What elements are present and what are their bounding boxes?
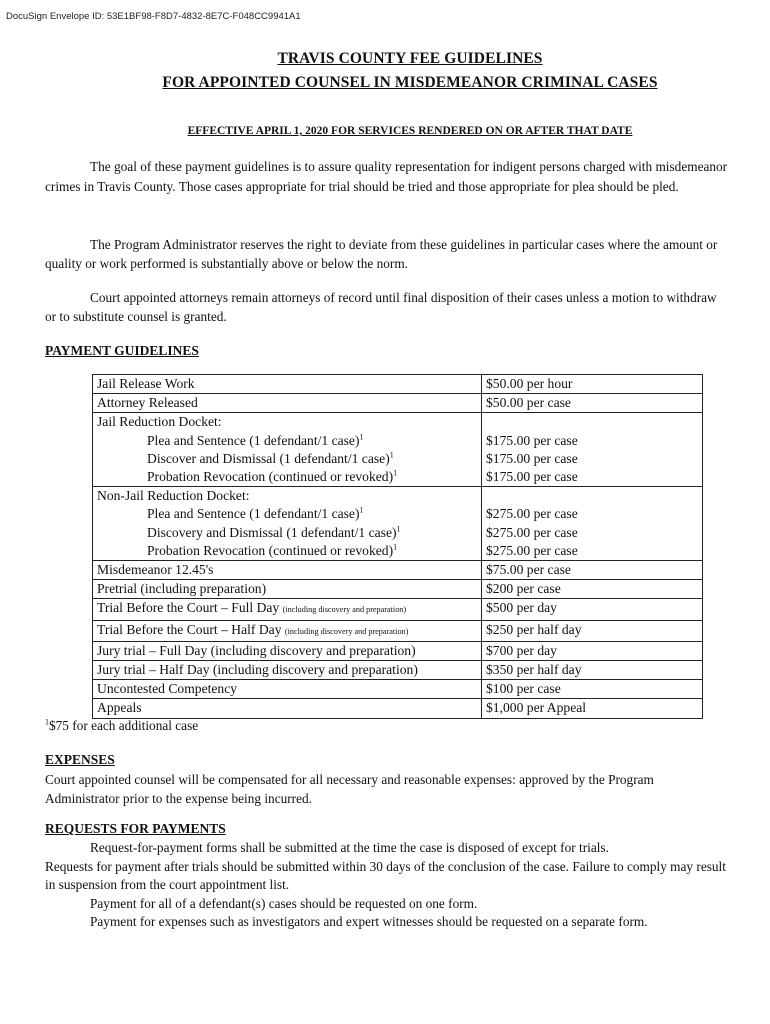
- table-row: [93, 580, 703, 599]
- docket-fees: [482, 487, 703, 561]
- fee-value: $175.00 per case: [486, 450, 578, 466]
- requests-body: [45, 839, 730, 932]
- request-line: Payment for expenses such as investigators and expert witnesses should be requested on a separate form.: [90, 914, 648, 929]
- table-row: [93, 699, 703, 718]
- table-row: [93, 661, 703, 680]
- table-row: [93, 487, 703, 561]
- docket-group: [93, 413, 482, 487]
- fee-value: $175.00 per case: [486, 469, 578, 485]
- request-line: Requests for payment after trials should be submitted within 30 days of the conclusion of the case. Failure to comply may result in suspension from the court appointment list.: [45, 858, 726, 892]
- docket-item: Discover and Dismissal (1 defendant/1 case)$^1$: [147, 450, 394, 466]
- service-label: Pretrial (including preparation): [93, 580, 482, 599]
- fee-table: [92, 374, 703, 719]
- fee-value: $50.00 per case: [482, 394, 703, 413]
- paragraph-goal: The goal of these payment guidelines is to assure quality representation for indigent persons charged with misdemeanor crimes in Travis County. Those cases appropriate for trial should be tried and those appropriate for plea should be pled.: [45, 159, 728, 194]
- service-note: (including discovery and preparation): [282, 605, 407, 615]
- paragraph-administrator: The Program Administrator reserves the right to deviate from these guidelines in particular cases where the amount or quality or work performed is substantially above or below the norm.: [45, 237, 718, 271]
- service-label: Trial Before the Court – Half Day (including discovery and preparation): [93, 620, 482, 641]
- title-line-1: TRAVIS COUNTY FEE GUIDELINES: [277, 50, 543, 67]
- title-line-2: FOR APPOINTED COUNSEL IN MISDEMEANOR CRIMINAL CASES: [162, 74, 658, 91]
- docket-item: Plea and Sentence (1 defendant/1 case)$^1$: [147, 432, 364, 448]
- request-line: Payment for all of a defendant(s) cases should be requested on one form.: [90, 895, 478, 911]
- fee-value: $275.00 per case: [486, 506, 578, 522]
- table-row: [93, 680, 703, 699]
- fee-value: $500 per day: [482, 599, 703, 620]
- expenses-text: Court appointed counsel will be compensated for all necessary and reasonable expenses: approved by the Program Administrator prior to the expense being incurred.: [45, 772, 654, 806]
- paragraph-attorneys-of-record: Court appointed attorneys remain attorneys of record until final disposition of their cases unless a motion to withdraw or to substitute counsel is granted.: [45, 290, 717, 324]
- fee-value: $1,000 per Appeal: [482, 699, 703, 718]
- requests-heading: REQUESTS FOR PAYMENTS: [45, 821, 226, 836]
- docket-label: Jail Reduction Docket:: [97, 414, 222, 430]
- service-label: Misdemeanor 12.45's: [93, 561, 482, 580]
- payment-guidelines-heading: PAYMENT GUIDELINES: [45, 343, 199, 358]
- service-label: Jury trial – Half Day (including discovery and preparation): [93, 661, 482, 680]
- request-line: Request-for-payment forms shall be submitted at the time the case is disposed of except for trials.: [90, 840, 609, 855]
- fee-value: $175.00 per case: [486, 432, 578, 448]
- service-label: Appeals: [93, 699, 482, 718]
- docket-item: Probation Revocation (continued or revoked)$^1$: [147, 542, 398, 558]
- fee-value: $100 per case: [482, 680, 703, 699]
- footnote-text: $75 for each additional case: [49, 718, 199, 733]
- service-label: Uncontested Competency: [93, 680, 482, 699]
- table-row: [93, 413, 703, 487]
- expenses-heading: EXPENSES: [45, 752, 115, 767]
- fee-value: $50.00 per hour: [482, 375, 703, 394]
- docket-item: Probation Revocation (continued or revoked)$^1$: [147, 468, 398, 485]
- service-label: Jury trial – Full Day (including discovery and preparation): [93, 641, 482, 660]
- service-label: Trial Before the Court – Full Day (including discovery and preparation): [93, 599, 482, 620]
- docket-label: Non-Jail Reduction Docket:: [97, 488, 250, 504]
- fee-value: $75.00 per case: [482, 561, 703, 580]
- docket-item: Plea and Sentence (1 defendant/1 case)$^1$: [147, 505, 364, 522]
- docket-group: [93, 487, 482, 561]
- docket-fees: [482, 413, 703, 487]
- service-note: (including discovery and preparation): [284, 626, 409, 636]
- footnote: [45, 718, 198, 734]
- fee-value: $275.00 per case: [486, 542, 578, 558]
- table-row: [93, 561, 703, 580]
- table-row: [93, 641, 703, 660]
- table-row: [93, 375, 703, 394]
- effective-date: EFFECTIVE APRIL 1, 2020 FOR SERVICES RENDERED ON OR AFTER THAT DATE: [187, 125, 633, 137]
- footnote-mark: 1: [45, 717, 49, 727]
- table-row: [93, 394, 703, 413]
- table-row: [93, 599, 703, 620]
- fee-value: $250 per half day: [482, 620, 703, 641]
- service-label: Attorney Released: [93, 394, 482, 413]
- fee-value: $700 per day: [482, 641, 703, 660]
- table-row: [93, 620, 703, 641]
- service-label: Jail Release Work: [93, 375, 482, 394]
- docket-item: Discovery and Dismissal (1 defendant/1 case)$^1$: [147, 524, 401, 540]
- fee-value: $350 per half day: [482, 661, 703, 680]
- fee-value: $200 per case: [482, 580, 703, 599]
- fee-value: $275.00 per case: [486, 524, 578, 540]
- envelope-id: DocuSign Envelope ID: 53E1BF98-F8D7-4832-8E7C-F048CC9941A1: [6, 11, 301, 22]
